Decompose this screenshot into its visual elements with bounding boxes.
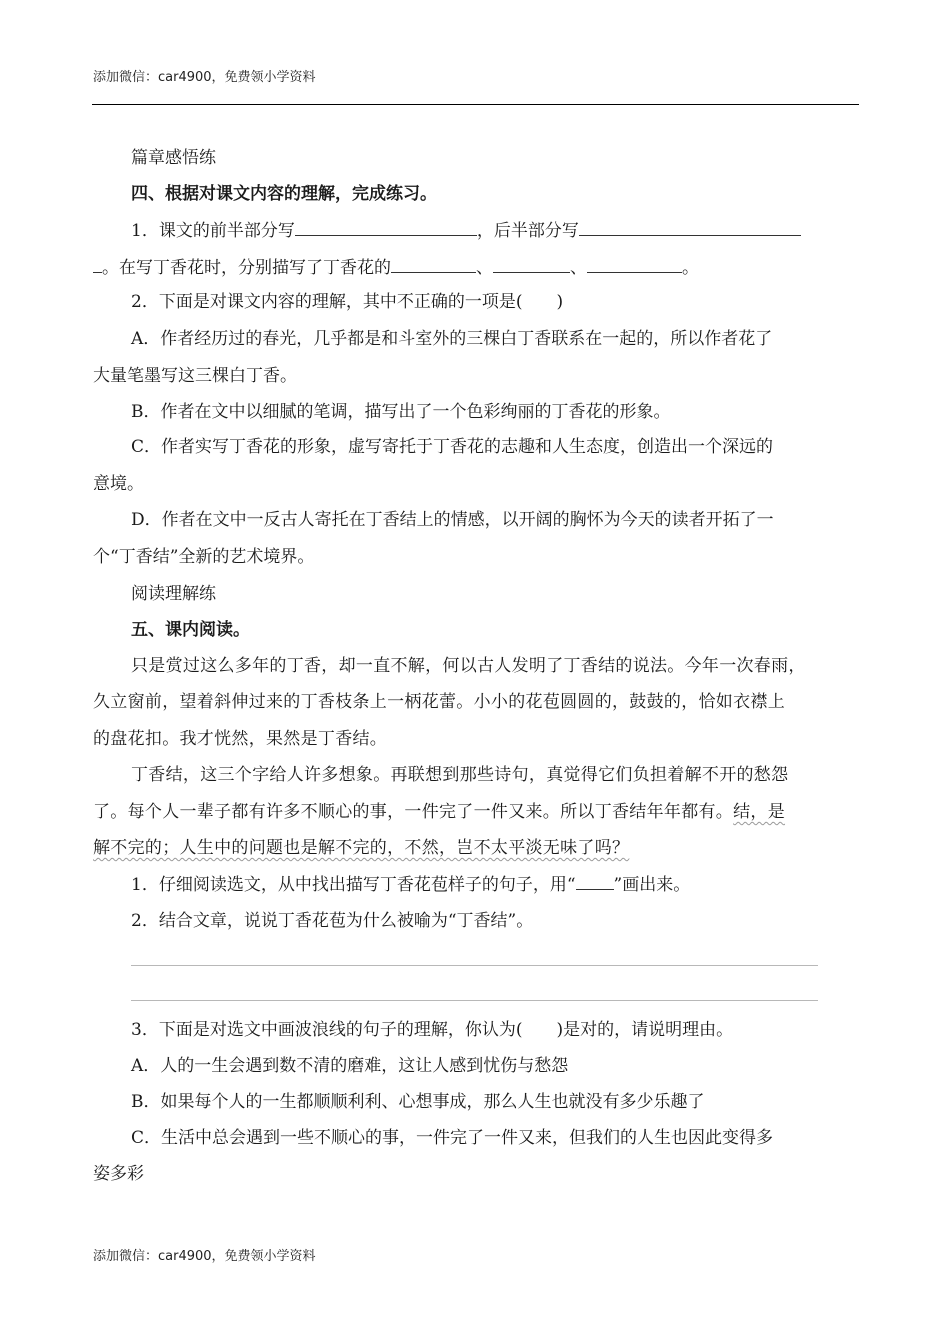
section-title-chapter: 篇章感悟练 — [131, 148, 216, 168]
q5-3-option-b: B．如果每个人的一生都顺顺利利、心想事成，那么人生也就没有多少乐趣了 — [131, 1092, 705, 1112]
q4-2-option-d-line2: 个“丁香结”全新的艺术境界。 — [93, 547, 315, 567]
answer-blank-back-half[interactable] — [579, 218, 801, 236]
q4-2-option-a-line2: 大量笔墨写这三棵白丁香。 — [93, 366, 297, 386]
answer-blank-feature-2[interactable] — [493, 255, 570, 273]
passage-p1-line2: 久立窗前，望着斜伸过来的丁香枝条上一柄花蕾。小小的花苞圆圆的，鼓鼓的，恰如衣襟上 — [93, 692, 785, 712]
answer-line-2[interactable] — [131, 1000, 818, 1001]
q4-2-option-c-line2: 意境。 — [93, 474, 144, 494]
section-title-reading: 阅读理解练 — [131, 584, 216, 604]
q5-3-option-c-line2: 姿多彩 — [93, 1164, 144, 1184]
q4-2-option-c-line1: C．作者实写丁香花的形象，虚写寄托于丁香花的志趣和人生态度，创造出一个深远的 — [131, 437, 774, 457]
page-footer: 添加微信：car4900，免费领小学资料 — [93, 1249, 316, 1264]
q5-3-option-a: A．人的一生会遇到数不清的磨难，这让人感到忧伤与愁怨 — [131, 1056, 569, 1076]
passage-p2-line2 — [93, 800, 860, 824]
question-heading-5: 五、课内阅读。 — [131, 620, 250, 640]
passage-p2-line1: 丁香结，这三个字给人许多想象。再联想到那些诗句，真觉得它们负担着解不开的愁怨 — [131, 765, 789, 785]
q5-3-stem: 3．下面是对选文中画波浪线的句子的理解，你认为( )是对的，请说明理由。 — [131, 1020, 734, 1040]
passage-p1-line3: 的盘花扣。我才恍然，果然是丁香结。 — [93, 729, 388, 749]
header-divider — [92, 104, 859, 105]
passage-p2-line3 — [93, 836, 860, 860]
q4-1-end: 。 — [682, 258, 699, 278]
passage-p2-line2-text: 了。每个人一辈子都有许多不顺心的事，一件完了一件又来。所以丁香结年年都有。 — [93, 802, 734, 822]
q4-2-option-d-line1: D．作者在文中一反古人寄托在丁香结上的情感，以开阔的胸怀为今天的读者开拓了一 — [131, 510, 774, 530]
q4-1-sep2: 、 — [570, 258, 587, 278]
answer-blank-feature-3[interactable] — [587, 255, 682, 273]
q5-3-option-c-line1: C．生活中总会遇到一些不顺心的事，一件完了一件又来，但我们的人生也因此变得多 — [131, 1128, 774, 1148]
q4-1-text-a: 1．课文的前半部分写 — [131, 221, 295, 241]
answer-line-1[interactable] — [131, 965, 818, 966]
answer-blank-back-half-cont[interactable] — [93, 255, 102, 273]
q4-1-text-c: 。在写丁香花时，分别描写了丁香花的 — [102, 258, 391, 278]
question-heading-4: 四、根据对课文内容的理解，完成练习。 — [131, 184, 437, 204]
q5-1 — [131, 872, 860, 897]
q5-2: 2．结合文章，说说丁香花苞为什么被喻为“丁香结”。 — [131, 911, 534, 931]
q4-1-line2 — [93, 255, 860, 280]
q4-1-text-b: ，后半部分写 — [476, 221, 579, 241]
underline-sample — [576, 872, 614, 890]
q5-1-text-a: 1．仔细阅读选文，从中找出描写丁香花苞样子的句子，用“ — [131, 875, 576, 895]
q4-1-sep1: 、 — [476, 258, 493, 278]
page-header: 添加微信：car4900，免费领小学资料 — [93, 70, 316, 85]
answer-blank-feature-1[interactable] — [391, 255, 476, 273]
wavy-underlined-sentence-end: 解不完的；人生中的问题也是解不完的，不然，岂不太平淡无味了吗？ — [93, 838, 630, 858]
answer-blank-front-half[interactable] — [295, 218, 477, 236]
q5-1-text-b: ”画出来。 — [613, 875, 691, 895]
passage-p1-line1: 只是赏过这么多年的丁香，却一直不解，何以古人发明了丁香结的说法。今年一次春雨， — [131, 656, 806, 676]
q4-1-line1 — [131, 218, 860, 243]
wavy-underlined-sentence-start: 结，是 — [733, 802, 786, 822]
q4-2-stem: 2．下面是对课文内容的理解，其中不正确的一项是( ) — [131, 292, 564, 312]
q4-2-option-a-line1: A．作者经历过的春光，几乎都是和斗室外的三棵白丁香联系在一起的，所以作者花了 — [131, 329, 773, 349]
q4-2-option-b: B．作者在文中以细腻的笔调，描写出了一个色彩绚丽的丁香花的形象。 — [131, 402, 671, 422]
